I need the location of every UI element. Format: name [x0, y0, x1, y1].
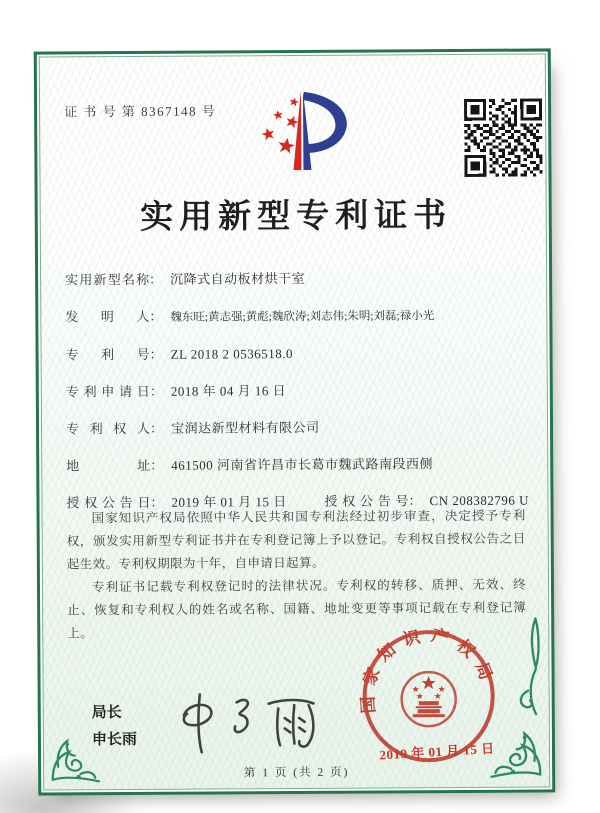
field-label: 专利号 [65, 346, 150, 363]
field-row-address [66, 453, 529, 478]
field-row-filing-date [66, 379, 529, 404]
field-colon: ： [150, 494, 164, 510]
field-value: 宝润达新型材料有限公司 [171, 419, 320, 436]
field-colon: ： [408, 493, 422, 509]
field-label: 实用新型名称 [65, 271, 150, 288]
cnipa-logo-icon [242, 84, 355, 189]
field-label: 授权公告日 [66, 494, 151, 511]
signer-title: 局长 [91, 705, 122, 722]
field-value: 魏东旺;黄志强;黄彪;魏欣涛;刘志伟;朱明;刘磊;禄小光 [170, 310, 435, 324]
field-value: 沉降式自动板材烘干室 [170, 270, 306, 287]
legal-paragraph-2: 专利证书记载专利权登记时的法律状况。专利权的转移、质押、无效、终止、恢复和专利权人的姓名或名称、国籍、地址变更等事项记载在专利登记簿上。 [67, 577, 527, 641]
logo-pillar [293, 90, 347, 170]
field-label: 授权公告号 [324, 493, 409, 509]
field-value: CN 208382796 U [429, 492, 529, 509]
certificate-inner-border [39, 53, 550, 790]
field-value: 461500 河南省许昌市长葛市魏武路南段西侧 [171, 456, 434, 473]
field-row-name [65, 267, 528, 292]
seal-text: 国家知识产权局 [358, 625, 499, 714]
field-colon: ： [149, 271, 163, 287]
field-list [65, 267, 530, 530]
field-colon: ： [149, 346, 163, 362]
field-row-patentee [66, 416, 529, 441]
field-row-patent-number [66, 342, 529, 367]
field-colon: ： [149, 420, 164, 436]
field-colon: ： [149, 308, 163, 324]
field-label: 地址 [66, 457, 151, 474]
field-row-inventors [65, 304, 528, 330]
field-colon: ： [149, 383, 163, 399]
director-signature [148, 686, 353, 759]
page-number: 第 1 页 (共 2 页) [243, 766, 350, 780]
qr-code [464, 98, 542, 176]
certificate-number: 证 书 号 第 8367148 号 [64, 103, 217, 120]
field-label: 专利权人 [65, 420, 151, 437]
certificate-page [34, 48, 556, 795]
field-label: 发明人 [65, 308, 150, 325]
certificate-title: 实用新型专利证书 [140, 198, 453, 236]
signer-name: 申长雨 [91, 731, 138, 749]
field-label: 专利申请日 [65, 383, 150, 400]
field-value: ZL 2018 2 0536518.0 [170, 346, 294, 362]
seal-date: 2019 年 01 月 15 日 [379, 740, 496, 763]
seal-emblem [402, 672, 456, 726]
legal-paragraph-1: 国家知识产权局依照中华人民共和国专利法经过初步审查，决定授予专利权，颁发实用新型专利证书并在专利登记簿上予以登记。专利权自授权公告之日起生效。专利权期限为十年，自申请日起算。 [66, 508, 526, 572]
field-value: 2018 年 04 月 16 日 [170, 383, 287, 399]
field-value: 2019 年 01 月 15 日 [171, 494, 287, 510]
corner-flourish-right [467, 610, 546, 780]
field-colon: ： [150, 457, 164, 473]
logo-stars [260, 97, 300, 155]
